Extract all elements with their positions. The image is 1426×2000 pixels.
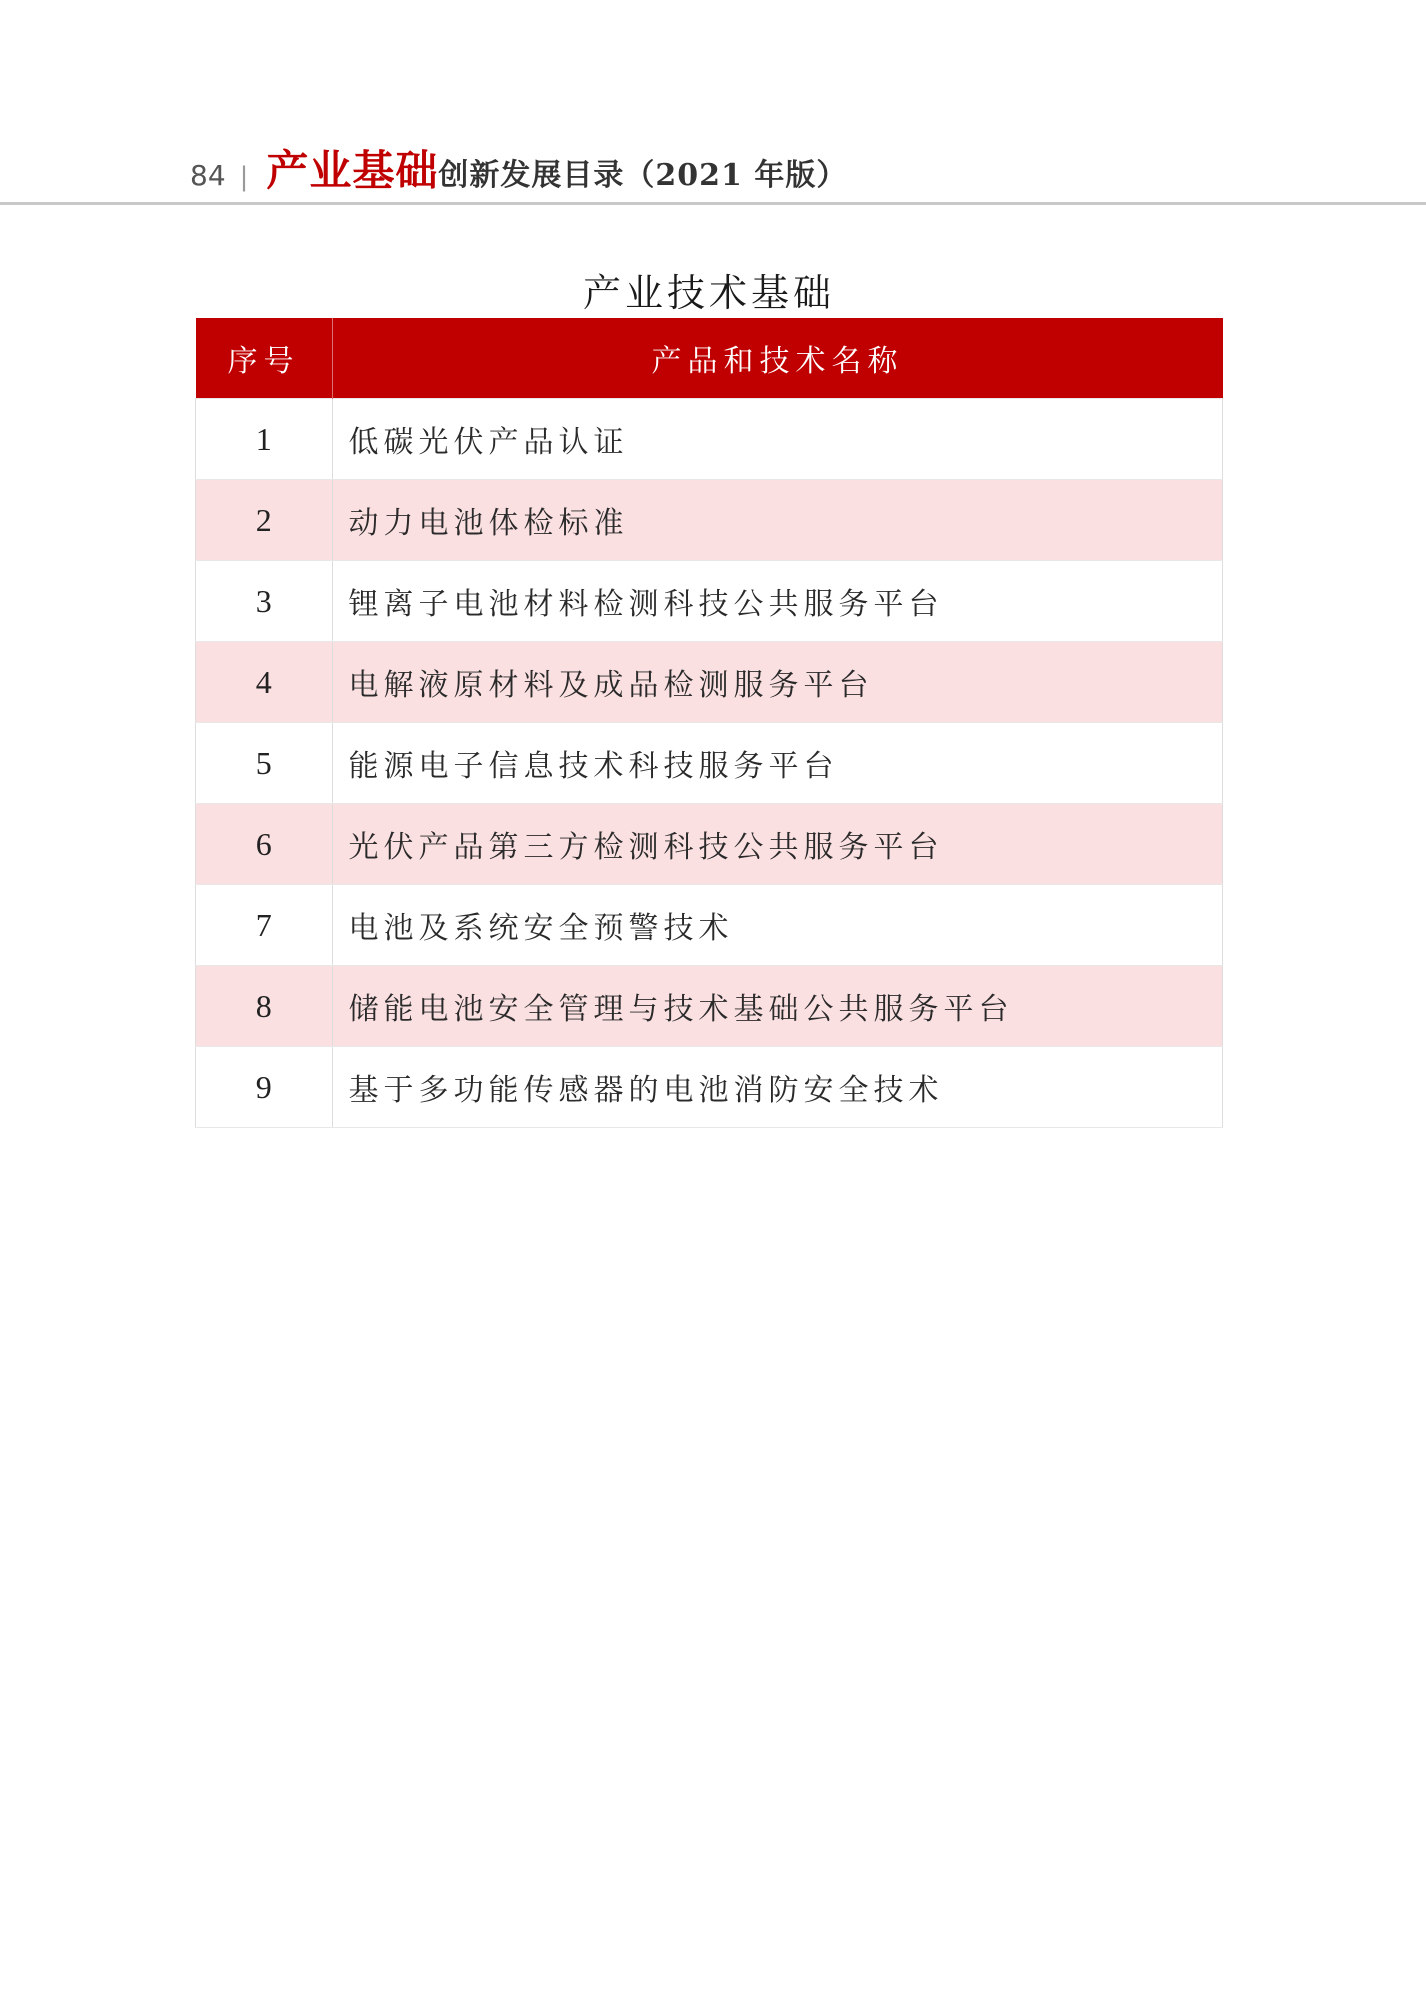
page-number: 84 bbox=[190, 159, 226, 192]
header-separator: | bbox=[239, 162, 249, 192]
row-number: 9 bbox=[196, 1047, 333, 1128]
technology-table bbox=[195, 318, 1223, 1128]
row-name: 低碳光伏产品认证 bbox=[332, 399, 1223, 480]
row-name: 储能电池安全管理与技术基础公共服务平台 bbox=[332, 966, 1223, 1047]
row-number: 3 bbox=[196, 561, 333, 642]
column-header-number: 序号 bbox=[196, 318, 333, 399]
row-number: 1 bbox=[196, 399, 333, 480]
header-divider bbox=[0, 202, 1426, 205]
row-number: 8 bbox=[196, 966, 333, 1047]
row-number: 4 bbox=[196, 642, 333, 723]
table-row bbox=[196, 804, 1223, 885]
page-header bbox=[190, 138, 848, 195]
table-row bbox=[196, 399, 1223, 480]
table-row bbox=[196, 1047, 1223, 1128]
table-row bbox=[196, 966, 1223, 1047]
row-number: 6 bbox=[196, 804, 333, 885]
running-title-rest: 创新发展目录（2021 年版） bbox=[438, 158, 848, 193]
row-name: 电池及系统安全预警技术 bbox=[332, 885, 1223, 966]
table-row bbox=[196, 561, 1223, 642]
column-header-name: 产品和技术名称 bbox=[332, 318, 1223, 399]
row-name: 电解液原材料及成品检测服务平台 bbox=[332, 642, 1223, 723]
row-name: 锂离子电池材料检测科技公共服务平台 bbox=[332, 561, 1223, 642]
row-number: 7 bbox=[196, 885, 333, 966]
row-number: 2 bbox=[196, 480, 333, 561]
table-row bbox=[196, 885, 1223, 966]
table-row bbox=[196, 723, 1223, 804]
table-row bbox=[196, 642, 1223, 723]
row-name: 能源电子信息技术科技服务平台 bbox=[332, 723, 1223, 804]
running-title-highlight: 产业基础 bbox=[266, 146, 439, 195]
table-row bbox=[196, 480, 1223, 561]
row-name: 光伏产品第三方检测科技公共服务平台 bbox=[332, 804, 1223, 885]
table-header-row bbox=[196, 318, 1223, 399]
row-number: 5 bbox=[196, 723, 333, 804]
section-title: 产业技术基础 bbox=[582, 271, 835, 315]
row-name: 动力电池体检标准 bbox=[332, 480, 1223, 561]
row-name: 基于多功能传感器的电池消防安全技术 bbox=[332, 1047, 1223, 1128]
